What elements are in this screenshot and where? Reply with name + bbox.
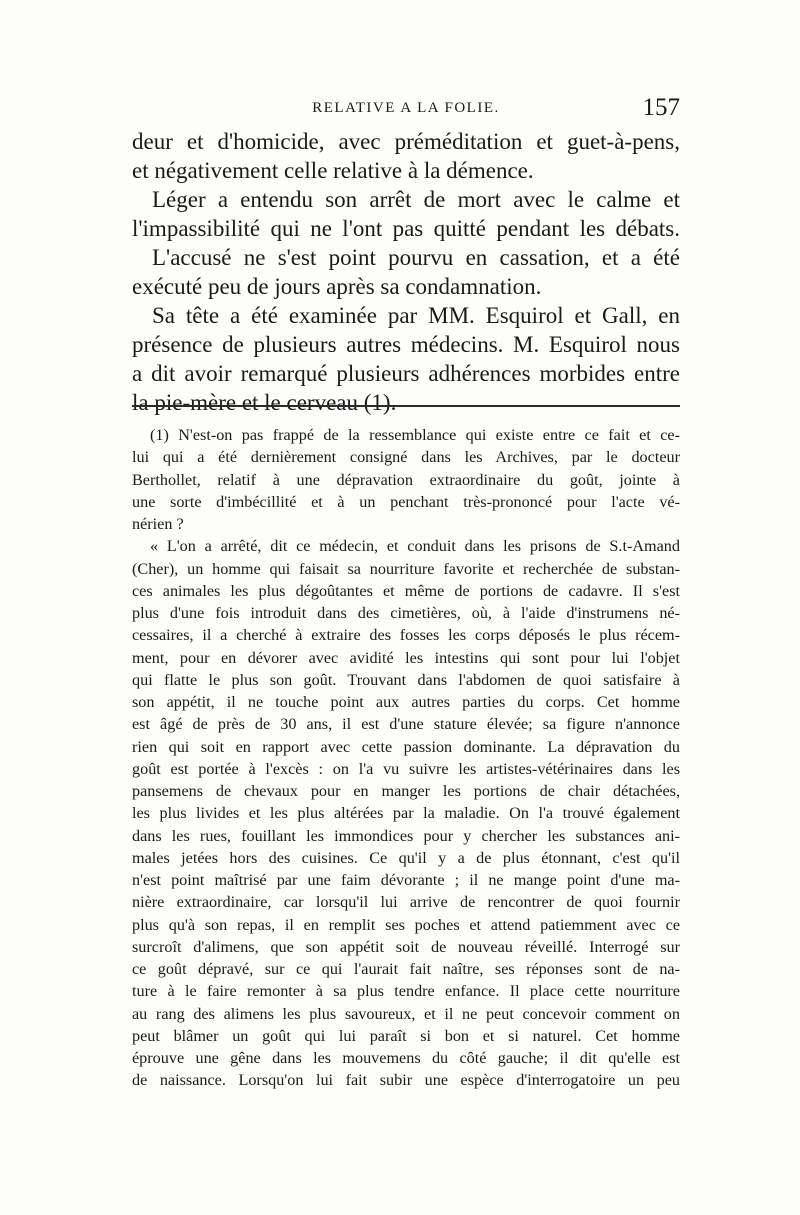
footnote-line: les plus livides et les plus altérées par la maladie. On l'a trouvé également bbox=[132, 804, 680, 823]
footnote-line: une sorte d'imbécillité et à un penchant très-prononcé pour l'acte vé- bbox=[132, 492, 680, 511]
body-line: a dit avoir remarqué plusieurs adhérences morbides entre bbox=[132, 361, 680, 386]
footnote-line: nérien ? bbox=[132, 515, 184, 533]
footnote-line: éprouve une gêne dans les mouvemens du côté gauche; il dit qu'elle est bbox=[132, 1049, 680, 1067]
body-line: et négativement celle relative à la démence. bbox=[132, 158, 534, 183]
footnote-line: ment, pour en dévorer avec avidité les intestins qui sont pour lui l'objet bbox=[132, 648, 680, 667]
running-head: RELATIVE A LA FOLIE. bbox=[312, 100, 500, 116]
footnote bbox=[132, 424, 680, 1092]
body-line: L'accusé ne s'est point pourvu en cassation, et a été bbox=[152, 245, 680, 270]
footnote-line: surcroît d'alimens, que son appétit soit de nouveau réveillé. Interrogé sur bbox=[132, 937, 680, 956]
footnote-line: ture à le faire remonter à sa plus tendre enfance. Il place cette nourriture bbox=[132, 982, 680, 1001]
footnote-line: peut blâmer un goût qui lui paraît si bon et si naturel. Cet homme bbox=[132, 1026, 680, 1045]
body-line: l'impassibilité qui ne l'ont pas quitté pendant les débats. bbox=[132, 216, 680, 241]
footnote-line: (Cher), un homme qui faisait sa nourriture favorite et recherchée de substan- bbox=[132, 559, 680, 578]
footnote-line: pansemens de chevaux pour en manger les portions de chair détachées, bbox=[132, 782, 680, 800]
footnote-line: lui qui a été dernièrement consigné dans les Archives, par le docteur bbox=[132, 448, 680, 467]
body-line: deur et d'homicide, avec préméditation et guet-à-pens, bbox=[132, 129, 680, 154]
footnote-line: n'est point maîtrisé par une faim dévorante ; il ne mange point d'une ma- bbox=[132, 871, 680, 889]
page-header bbox=[132, 96, 680, 126]
footnote-rule bbox=[132, 405, 680, 407]
footnote-line: (1) N'est-on pas frappé de la ressemblance qui existe entre ce fait et ce- bbox=[150, 426, 680, 444]
body-line: la pie-mère et le cerveau (1). bbox=[132, 390, 397, 415]
footnote-line: ce goût dépravé, sur ce qui l'aurait fait naître, ses réponses sont de na- bbox=[132, 960, 680, 978]
footnote-line: Berthollet, relatif à une dépravation extraordinaire du goût, jointe à bbox=[132, 470, 680, 489]
footnote-line: son appétit, il ne touche point aux autres parties du corps. Cet homme bbox=[132, 693, 680, 711]
main-text bbox=[132, 127, 680, 417]
footnote-line: plus qu'à son repas, il en remplit ses poches et attend patiemment avec ce bbox=[132, 915, 680, 934]
page-number: 157 bbox=[642, 94, 680, 121]
footnote-line: de naissance. Lorsqu'on lui fait subir une espèce d'interrogatoire un peu bbox=[132, 1071, 680, 1090]
footnote-line: rien qui soit en rapport avec cette passion dominante. La dépravation du bbox=[132, 737, 680, 756]
footnote-line: cessaires, il a cherché à extraire des fosses les corps déposés le plus récem- bbox=[132, 626, 680, 645]
footnote-line: dans les rues, fouillant les immondices pour y chercher les substances ani- bbox=[132, 826, 680, 845]
footnote-line: males jetées hors des cuisines. Ce qu'il y a de plus étonnant, c'est qu'il bbox=[132, 848, 680, 867]
footnote-line: est âgé de près de 30 ans, il est d'une stature élevée; sa figure n'annonce bbox=[132, 715, 680, 734]
body-line: Sa tête a été examinée par MM. Esquirol et Gall, en bbox=[152, 303, 680, 328]
footnote-line: au rang des alimens les plus savoureux, et il ne peut concevoir comment on bbox=[132, 1004, 680, 1023]
body-line: exécuté peu de jours après sa condamnation. bbox=[132, 274, 542, 299]
footnote-line: « L'on a arrêté, dit ce médecin, et conduit dans les prisons de S.t-Amand bbox=[150, 537, 680, 556]
footnote-line: qui flatte le plus son goût. Trouvant dans l'abdomen de quoi satisfaire à bbox=[132, 670, 680, 689]
body-line: présence de plusieurs autres médecins. M. Esquirol nous bbox=[132, 332, 680, 357]
footnote-line: nière extraordinaire, car lorsqu'il lui arrive de rencontrer de quoi fournir bbox=[132, 893, 680, 912]
body-line: Léger a entendu son arrêt de mort avec le calme et bbox=[152, 187, 680, 212]
footnote-line: goût est portée à l'excès : on l'a vu suivre les artistes-vétérinaires dans les bbox=[132, 759, 680, 778]
footnote-line: plus d'une fois introduit dans des cimetières, où, à l'aide d'instrumens né- bbox=[132, 604, 680, 622]
footnote-line: ces animales les plus dégoûtantes et même de portions de cadavre. Il s'est bbox=[132, 581, 680, 600]
